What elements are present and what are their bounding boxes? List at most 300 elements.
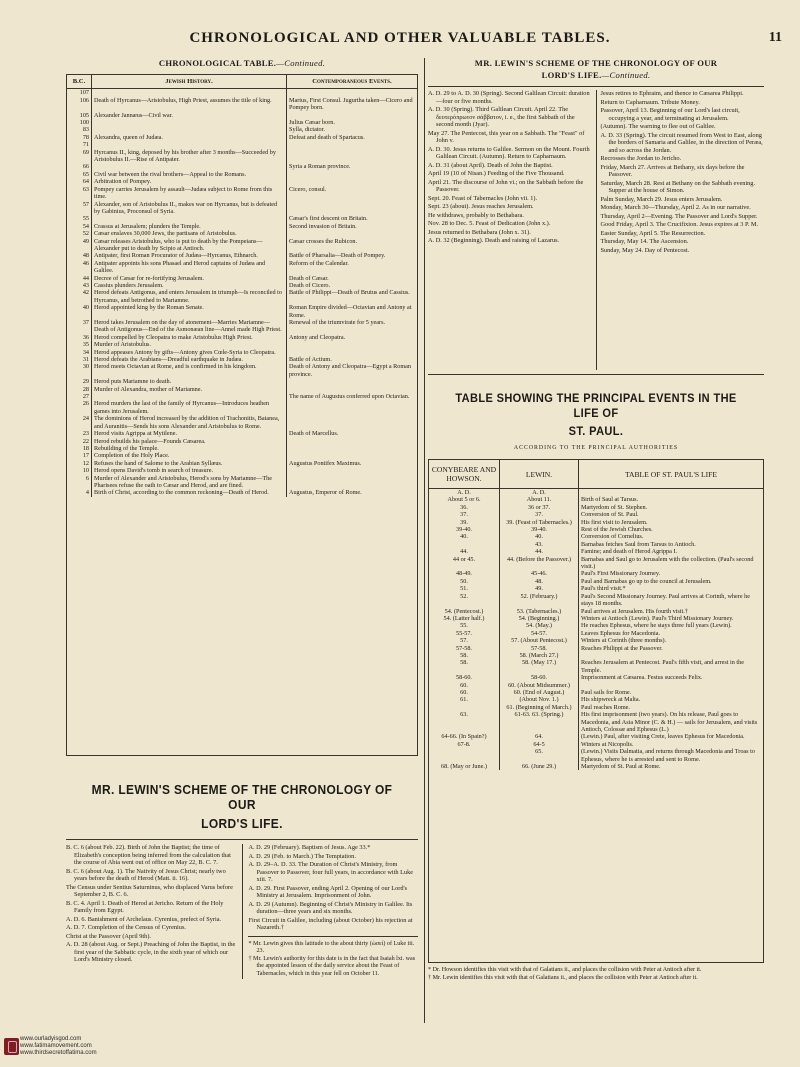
cell-paul-event: Paul and Barnabas go up to the council at Jerusalem. [581, 577, 712, 585]
cell-contemporary-event: Second invasion of Britain. [289, 222, 357, 230]
table-row [67, 171, 417, 178]
cell-jewish-event: Completion of the Holy Place. [92, 452, 287, 459]
table-row [67, 178, 417, 185]
fatima-seal-icon [4, 1038, 19, 1055]
table-row [67, 289, 417, 304]
table-row [429, 504, 763, 511]
cell-jewish-event: Civil war between the rival brothers—Appeal to the Romans. [92, 171, 287, 178]
cell-year: 83 [67, 126, 92, 133]
cell-lewin: 36 or 37. [500, 504, 579, 511]
cell-paul-event: His first imprisonment (two years). On his release, Paul goes to Macedonia, and Asia Minor (C. & H.) — sails for Jerusalem, and visits Antioch, Colossæ and Ephesus (L.) [581, 711, 758, 733]
cell-paul-event: Conversion of Cornelius. [581, 533, 644, 541]
list-item: May 27. The Pentecost, this year on a Sabbath. The "Feast" of John v. [428, 129, 585, 144]
table-row [67, 467, 417, 474]
col-conybeare: CONYBEARE AND HOWSON. [429, 460, 500, 489]
table-row [429, 748, 763, 763]
cell-conybeare: 60. [429, 689, 500, 696]
cell-jewish-event: Antipater, first Roman Procurator of Judæa—Hyrcanus, Ethnarch. [92, 252, 287, 259]
cell-contemporary-event [287, 467, 418, 474]
cell-lewin: 58. (May 17.) [500, 659, 579, 674]
cell-year: 63 [67, 186, 92, 201]
cell-contemporary-event: Roman Empire divided—Octavian and Antony at Rome. [289, 304, 412, 319]
cell-jewish-event: Herod opens David's tomb in search of treasure. [92, 467, 287, 474]
cell-year: 66 [67, 163, 92, 170]
cell-contemporary-event [287, 201, 418, 216]
cell-year: 23 [67, 430, 92, 437]
cell-contemporary-event [287, 452, 418, 459]
list-item: Good Friday, April 3. The Crucifixion. Jesus expires at 3 P. M. [600, 221, 759, 228]
cell-year: 100 [67, 119, 92, 126]
cell-contemporary-event [287, 230, 418, 237]
cell-year: 42 [67, 289, 92, 304]
cell-contemporary-event: Augustus, Emperor of Rome. [289, 489, 362, 497]
cell-paul-event: Conversion of St. Paul. [581, 511, 639, 519]
cell-contemporary-event [287, 386, 418, 393]
paul-title-2: ST. PAUL. [568, 424, 624, 438]
cell-year: 26 [67, 400, 92, 415]
paul-section [428, 391, 764, 983]
cell-conybeare: 67-8. [429, 741, 500, 748]
cell-lewin: 48. [500, 578, 579, 585]
cell-year: 46 [67, 260, 92, 275]
table-row [67, 260, 417, 275]
table-row [67, 252, 417, 259]
cell-conybeare: 58. [429, 652, 500, 659]
column-divider [596, 90, 597, 370]
list-item: Thursday, May 14. The Ascension. [600, 238, 689, 245]
cell-lewin: 45-46. [500, 570, 579, 577]
cell-paul-event [579, 652, 764, 659]
cell-contemporary-event [287, 400, 418, 415]
table-row [429, 696, 763, 703]
cell-contemporary-event [287, 171, 418, 178]
list-item: (Autumn). The warning to flee out of Galilee. [600, 123, 716, 130]
footer-urls [20, 1036, 97, 1058]
cell-jewish-event: Herod takes Jerusalem on the day of atonement—Marries Mariamne—Death of Antigonus—End of the Asmonæan line—Annel made High Priest. [92, 319, 287, 334]
lewin-left-title-1: MR. LEWIN'S SCHEME OF THE CHRONOLOGY OF OUR [91, 782, 393, 812]
table-row [67, 400, 417, 415]
cell-paul-event: Imprisonment at Cæsarea. Festus succeeds Felix. [581, 674, 703, 682]
cell-jewish-event [92, 141, 287, 148]
table-row [67, 319, 417, 334]
table-row [67, 452, 417, 459]
list-item: Return to Capharnaum. Tribute Money. [600, 98, 700, 106]
list-item: Nov. 28 to Dec. 5. Feast of Dedication (John x.). [428, 220, 551, 227]
paul-footnotes [428, 967, 764, 983]
cell-jewish-event: Birth of Christ, according to the common reckoning—Death of Herod. [92, 489, 287, 496]
column-divider [242, 844, 243, 979]
list-item: A. D. 7. Completion of the Census of Cyrenius. [66, 924, 186, 931]
lewin-left-col1 [66, 844, 236, 979]
cell-contemporary-event: The name of Augustus conferred upon Octavian. [289, 393, 410, 401]
cell-contemporary-event [287, 178, 418, 185]
cell-jewish-event [92, 163, 287, 170]
table-row [67, 223, 417, 230]
cell-jewish-event: Herod compelled by Cleopatra to make Aristobulus High Priest. [92, 334, 287, 341]
list-item: Thursday, April 2—Evening. The Passover and Lord's Supper. [600, 212, 758, 220]
cell-contemporary-event: Death of Cicero. [289, 281, 331, 289]
cell-year: 18 [67, 445, 92, 452]
cell-jewish-event: Hyrcanus II., king, deposed by his brother after 3 months—Succeeded by Aristobulus II.—Rise of Antipater. [92, 149, 287, 164]
cell-conybeare: 55-57. [429, 630, 500, 637]
cell-paul-event: Paul's First Missionary Journey. [581, 570, 661, 578]
table-row [429, 659, 763, 674]
cell-conybeare: 44. [429, 548, 500, 555]
cell-conybeare: 58. [429, 659, 500, 674]
cell-paul-event: Birth of Saul at Tarsus. [581, 496, 639, 504]
cell-contemporary-event [287, 438, 418, 445]
cell-year: 69 [67, 149, 92, 164]
cell-jewish-event: Death of Hyrcanus—Aristobulus, High Priest, assumes the title of king. [92, 97, 287, 112]
cell-conybeare: 64-66. (In Spain?) [429, 733, 500, 740]
cell-paul-event: Rest of the Jewish Churches. [581, 526, 653, 534]
cell-lewin: 64-5 [500, 741, 579, 748]
cell-jewish-event: Herod visits Agrippa at Mytilene. [92, 430, 287, 437]
cell-conybeare: 57-58. [429, 645, 500, 652]
cell-lewin: 37. [500, 511, 579, 518]
list-item: Sunday, May 24. Day of Pentecost. [600, 246, 690, 254]
table-row [429, 548, 763, 555]
table-row [429, 489, 763, 497]
cell-conybeare: 37. [429, 511, 500, 518]
lewin-right-title-1: MR. LEWIN'S SCHEME OF THE CHRONOLOGY OF OUR [474, 58, 718, 68]
cell-jewish-event [92, 215, 287, 222]
table-row [67, 393, 417, 400]
cell-paul-event: Reaches Jerusalem at Pentecost. Paul's fifth visit, and arrest in the Temple. [581, 659, 744, 674]
list-item: A. D. 29 to A. D. 30 (Spring). Second Galilean Circuit: duration—four or five months. [428, 90, 590, 105]
cell-contemporary-event [287, 378, 418, 385]
cell-year: 35 [67, 341, 92, 348]
cell-year: 78 [67, 134, 92, 141]
table-row [67, 349, 417, 356]
chron-table [67, 75, 417, 497]
cell-conybeare: 39. [429, 519, 500, 526]
table-row [67, 141, 417, 148]
cell-jewish-event: Alexandra, queen of Judæa. [92, 134, 287, 141]
cell-year: 37 [67, 319, 92, 334]
list-item: A. D. 29 (Autumn). Beginning of Christ's Ministry in Galilee. Its duration—three years and six months. [248, 900, 413, 915]
cell-year: 106 [67, 97, 92, 112]
cell-jewish-event: Crassus at Jerusalem; plunders the Temple. [92, 223, 287, 230]
cell-year: 105 [67, 112, 92, 119]
table-row [429, 645, 763, 652]
table-row [67, 341, 417, 348]
table-row [67, 438, 417, 445]
cell-year: 54 [67, 223, 92, 230]
chron-table-frame [66, 74, 418, 756]
cell-conybeare: 63. [429, 711, 500, 733]
cell-paul-event: Winters at Nicopolis. [581, 740, 634, 748]
cell-contemporary-event [287, 89, 418, 97]
list-item: Jesus returned to Bethabara (John x. 31). [428, 228, 531, 236]
table-row [429, 763, 763, 770]
cell-contemporary-event [287, 415, 418, 430]
table-row [429, 652, 763, 659]
paul-subtitle: ACCORDING TO THE PRINCIPAL AUTHORITIES [513, 445, 679, 451]
cell-conybeare: 54. (Pentecost.) [429, 608, 500, 615]
table-row [67, 445, 417, 452]
cell-conybeare: 52. [429, 593, 500, 608]
page-number: 11 [768, 30, 782, 45]
table-row [429, 511, 763, 518]
cell-lewin: 61-63. 63. (Spring.) [500, 711, 579, 733]
lewin-right-col2 [601, 90, 765, 370]
table-row [67, 97, 417, 112]
cell-paul-event: (Lewin.) Visits Dalmatia, and returns through Macedonia and Troas to Ephesus, where he is arrested and sent to Rome. [581, 748, 755, 763]
table-row [67, 215, 417, 222]
list-item: A. D. 30. Jesus returns to Galilee. Sermon on the Mount. Fourth Galilean Circuit. (Autumn). Return to Capharnaum. [428, 145, 590, 160]
table-row [67, 149, 417, 164]
footer-url-1[interactable]: www.ourladyisgod.com [20, 1036, 82, 1042]
cell-jewish-event: Murder of Alexander and Aristobulus, Herod's sons by Mariamne—The Pharisees refuse the oath to Cæsar and Herod, and are fined. [92, 475, 287, 490]
paul-table [429, 460, 763, 770]
footnote: † Mr. Lewin's authority for this date is in the fact that Isaiah lxi. was the appointed lesson of the daily service about the Feast of Tabernacles, which in this year fell on October 11. [248, 956, 416, 977]
list-item: Recrosses the Jordan to Jericho. [600, 155, 682, 162]
cell-lewin: 66. (June 29.) [500, 763, 579, 770]
cell-paul-event: Barnabas and Saul go to Jerusalem with the collection. (Paul's second visit.) [581, 555, 754, 571]
footer-url-3[interactable]: www.thirdsecretoffatima.com [20, 1050, 97, 1057]
cell-year: 22 [67, 438, 92, 445]
cell-year: 65 [67, 171, 92, 178]
cell-paul-event: His first visit to Jerusalem. [581, 518, 648, 526]
cell-contemporary-event: Cæsar's first descent on Britain. [289, 215, 368, 223]
table-row [429, 519, 763, 526]
cell-jewish-event: Herod meets Octavian at Rome, and is confirmed in his kingdom. [92, 363, 287, 378]
cell-contemporary-event: Battle of Actium. [289, 356, 332, 364]
list-item: Sept. 23 (about). Jesus reaches Jerusalem. [428, 203, 534, 210]
cell-contemporary-event [287, 141, 418, 148]
cell-lewin: 53. (Tabernacles.) [500, 608, 579, 615]
cell-jewish-event: Alexander Jannæus—Civil war. [92, 112, 287, 119]
cell-jewish-event: Herod puts Mariamne to death. [92, 378, 287, 385]
table-row [67, 415, 417, 430]
cell-contemporary-event: Julius Cæsar born. [289, 119, 335, 127]
cell-conybeare: About 5 or 6. [429, 496, 500, 503]
list-item: A. D. 29–A. D. 33. The Duration of Christ's Ministry, from Passover to Passover, four full years, in accordance with Luke xiii. 7. [248, 861, 414, 883]
cell-contemporary-event: Augustus Pontifex Maximus. [289, 459, 362, 467]
cell-conybeare: 60. [429, 682, 500, 689]
cell-lewin: 57-58. [500, 645, 579, 652]
cell-contemporary-event [287, 149, 418, 164]
table-row [429, 608, 763, 615]
cell-paul-event: He reaches Ephesus, where he stays three full years (Lewin). [581, 622, 732, 630]
cell-contemporary-event [287, 349, 418, 356]
list-item: B. C. 4. April 1. Death of Herod at Jericho. Return of the Holy Family from Egypt. [66, 899, 224, 914]
cell-year: 64 [67, 178, 92, 185]
cell-year: 29 [67, 378, 92, 385]
list-item: Palm Sunday, March 29. Jesus enters Jerusalem. [600, 195, 723, 203]
cell-conybeare: A. D. [429, 489, 500, 497]
cell-jewish-event [92, 119, 287, 126]
table-row [67, 430, 417, 437]
table-row [429, 526, 763, 533]
col-contemporaneous: Contemporaneous Events. [287, 75, 418, 89]
table-row [429, 622, 763, 629]
cell-year: 34 [67, 349, 92, 356]
table-row [67, 356, 417, 363]
cell-paul-event: Barnabas fetches Saul from Tarsus to Antioch. [581, 540, 696, 548]
table-row [67, 238, 417, 253]
table-row [429, 704, 763, 711]
cell-lewin: About 11. [500, 496, 579, 503]
list-item: The Census under Sentius Saturninus, who displaced Varus before September 2, B. C. 6. [66, 883, 233, 898]
cell-jewish-event [92, 89, 287, 97]
cell-conybeare [429, 704, 500, 711]
cell-lewin: 52. (February.) [500, 593, 579, 608]
list-item: Christ at the Passover (April 9th). [66, 932, 151, 940]
list-item: April 21. The discourse of John vi.; on the Sabbath before the Passover. [428, 178, 584, 193]
cell-paul-event: Winters at Corinth (three months). [581, 637, 667, 645]
cell-lewin: A. D. [500, 489, 579, 497]
cell-jewish-event [92, 126, 287, 133]
cell-contemporary-event: Death of Marcellus. [289, 430, 339, 438]
cell-paul-event: Paul reaches Rome. [581, 703, 630, 711]
cell-jewish-event: Arbitration of Pompey. [92, 178, 287, 185]
list-item: First Circuit in Galilee, including (about October) his rejection at Nazareth.† [248, 916, 413, 931]
table-row [429, 496, 763, 503]
running-head: CHRONOLOGICAL AND OTHER VALUABLE TABLES. [189, 30, 611, 46]
cell-conybeare: 44 or 45. [429, 556, 500, 571]
cell-contemporary-event: Renewal of the triumvirate for 5 years. [289, 319, 386, 326]
cell-jewish-event: Cassius plunders Jerusalem. [92, 282, 287, 289]
table-row [67, 460, 417, 467]
cell-jewish-event: Pompey carries Jerusalem by assault—Judæa subject to Rome from this time. [92, 186, 287, 201]
table-row [67, 282, 417, 289]
cell-conybeare: 40. [429, 533, 500, 540]
col-bc: B.C. [67, 75, 92, 89]
cell-lewin: 49. [500, 585, 579, 592]
table-row [67, 126, 417, 133]
cell-jewish-event: Murder of Alexandra, mother of Mariamne. [92, 386, 287, 393]
table-row [429, 689, 763, 696]
cell-jewish-event [92, 393, 287, 400]
cell-contemporary-event [287, 475, 418, 490]
table-row [67, 489, 417, 496]
cell-year: 52 [67, 230, 92, 237]
cell-jewish-event: Herod appointed king by the Roman Senate. [92, 304, 287, 319]
table-row [67, 186, 417, 201]
cell-year: 28 [67, 386, 92, 393]
chron-table-title: CHRONOLOGICAL TABLE.—Continued. [158, 58, 326, 68]
table-row [429, 578, 763, 585]
table-row [429, 682, 763, 689]
cell-lewin: 39-40. [500, 526, 579, 533]
cell-paul-event: Martyrdom of St. Stephen. [581, 503, 648, 511]
cell-paul-event: Martyrdom of St. Paul at Rome. [581, 763, 661, 771]
cell-year: 4 [67, 489, 92, 496]
list-item: A. D. 6. Banishment of Archelaus. Cyrenius, prefect of Syria. [66, 915, 222, 923]
list-item: Sept. 20. Feast of Tabernacles (John vii. 1). [428, 194, 538, 202]
cell-year: 10 [67, 467, 92, 474]
table-row [429, 630, 763, 637]
cell-paul-event: Paul's third visit.* [581, 585, 626, 593]
cell-jewish-event: The dominions of Herod increased by the addition of Trachonitis, Batanea, and Auranitis—Sends his sons Alexander and Aristobulus to Rome. [92, 415, 287, 430]
cell-lewin: 43. [500, 541, 579, 548]
cell-year: 57 [67, 201, 92, 216]
footnote: * Mr. Lewin gives this latitude to the about thirty (ὡσεὶ) of Luke iii. 23. [248, 940, 415, 954]
cell-year: 30 [67, 363, 92, 378]
list-item: A. D. 32 (Beginning). Death and raising of Lazarus. [428, 237, 560, 244]
cell-conybeare: 36. [429, 504, 500, 511]
cell-jewish-event: Herod rebuilds his palace—Founds Cæsarea. [92, 438, 287, 445]
cell-lewin: 44. (Before the Passover.) [500, 556, 579, 571]
cell-contemporary-event: Syria a Roman province. [289, 163, 351, 171]
lewin-left-title-2: LORD'S LIFE. [201, 816, 283, 831]
cell-jewish-event: Herod defeats the Arabians—Dreadful earthquake in Judæa. [92, 356, 287, 363]
list-item: He withdraws, probably to Bethabara. [428, 211, 524, 219]
table-row [429, 556, 763, 571]
table-row [429, 570, 763, 577]
table-row [67, 378, 417, 385]
cell-lewin: 58. (March 27.) [500, 652, 579, 659]
list-item: B. C. 6 (about Aug. 1). The Nativity of Jesus Christ; nearly two years before the death of Herod (Matt. ii. 16). [66, 867, 226, 882]
cell-paul-event: Paul sails for Rome. [581, 688, 632, 696]
list-item: April 19 (10 of Nisan.) Feeding of the Five Thousand. [428, 170, 565, 177]
col-jewish-history: Jewish History. [92, 75, 287, 89]
cell-jewish-event: Murder of Aristobulus. [92, 341, 287, 348]
cell-year: 43 [67, 282, 92, 289]
cell-year: 44 [67, 275, 92, 282]
cell-lewin: 64. [500, 733, 579, 740]
cell-paul-event: Paul's Second Missionary Journey. Paul arrives at Corinth, where he stays 18 months. [581, 592, 750, 608]
cell-year: 6 [67, 475, 92, 490]
cell-conybeare [429, 541, 500, 548]
cell-year: 48 [67, 252, 92, 259]
list-item: Friday, March 27. Arrives at Bethany, six days before the Passover. [600, 163, 745, 178]
chronological-table-section [66, 58, 418, 979]
list-item: Monday, March 30—Thursday, April 2. As in our narrative. [600, 204, 751, 211]
cell-paul-event [579, 489, 764, 497]
list-item: A. D. 29 (Feb. to March.) The Temptation. [248, 852, 356, 860]
table-row [67, 134, 417, 141]
table-row [67, 386, 417, 393]
table-row [429, 615, 763, 622]
cell-paul-event: His shipwreck at Malta. [581, 696, 641, 704]
table-row [67, 163, 417, 170]
cell-contemporary-event: Cicero, consul. [289, 185, 327, 193]
footer-url-2[interactable]: www.fatimamovement.com [20, 1043, 92, 1050]
footnote: † Mr. Lewin identifies this visit with that of Galatians ii., and places the collision with Peter at Antioch after it. [428, 975, 698, 982]
lewin-right-title-2: LORD'S LIFE.—Continued. [541, 70, 651, 80]
cell-year: 107 [67, 89, 92, 97]
cell-year: 40 [67, 304, 92, 319]
cell-jewish-event: Cæsar enslaves 30,000 Jews, the partisans of Aristobulus. [92, 230, 287, 237]
cell-lewin: 54. (Beginning.) [500, 615, 579, 622]
cell-contemporary-event: Marius, First Consul. Jugurtha taken—Cicero and Pompey born. [289, 96, 413, 112]
cell-conybeare: 51. [429, 585, 500, 592]
cell-lewin: 39. (Feast of Tabernacles.) [500, 519, 579, 526]
table-row [67, 119, 417, 126]
cell-contemporary-event: Antony and Cleopatra. [289, 333, 346, 341]
cell-year: 31 [67, 356, 92, 363]
table-row [429, 674, 763, 681]
cell-year: 49 [67, 238, 92, 253]
cell-conybeare: 58-60. [429, 674, 500, 681]
cell-lewin: 54-57. [500, 630, 579, 637]
table-row [67, 475, 417, 490]
cell-contemporary-event: Death of Cæsar. [289, 274, 329, 282]
cell-lewin: 60. (About Midsummer.) [500, 682, 579, 689]
rule [428, 86, 764, 87]
list-item: B. C. 6 (about Feb. 22). Birth of John the Baptist; the time of Elizabeth's conception being inferred from the calculation that the course of Abia went out of office on May 22, B. C. 7. [66, 844, 231, 866]
cell-contemporary-event: Cæsar crosses the Rubicon. [289, 237, 358, 245]
col-paul-events: TABLE OF ST. PAUL'S LIFE [579, 460, 764, 489]
cell-conybeare: 55. [429, 622, 500, 629]
rule [428, 374, 764, 375]
cell-contemporary-event: Reform of the Calendar. [289, 259, 349, 267]
cell-jewish-event: Herod murders the last of the family of Hyrcanus—Introduces heathen games into Jerusalem. [92, 400, 287, 415]
cell-lewin: 40. [500, 533, 579, 540]
